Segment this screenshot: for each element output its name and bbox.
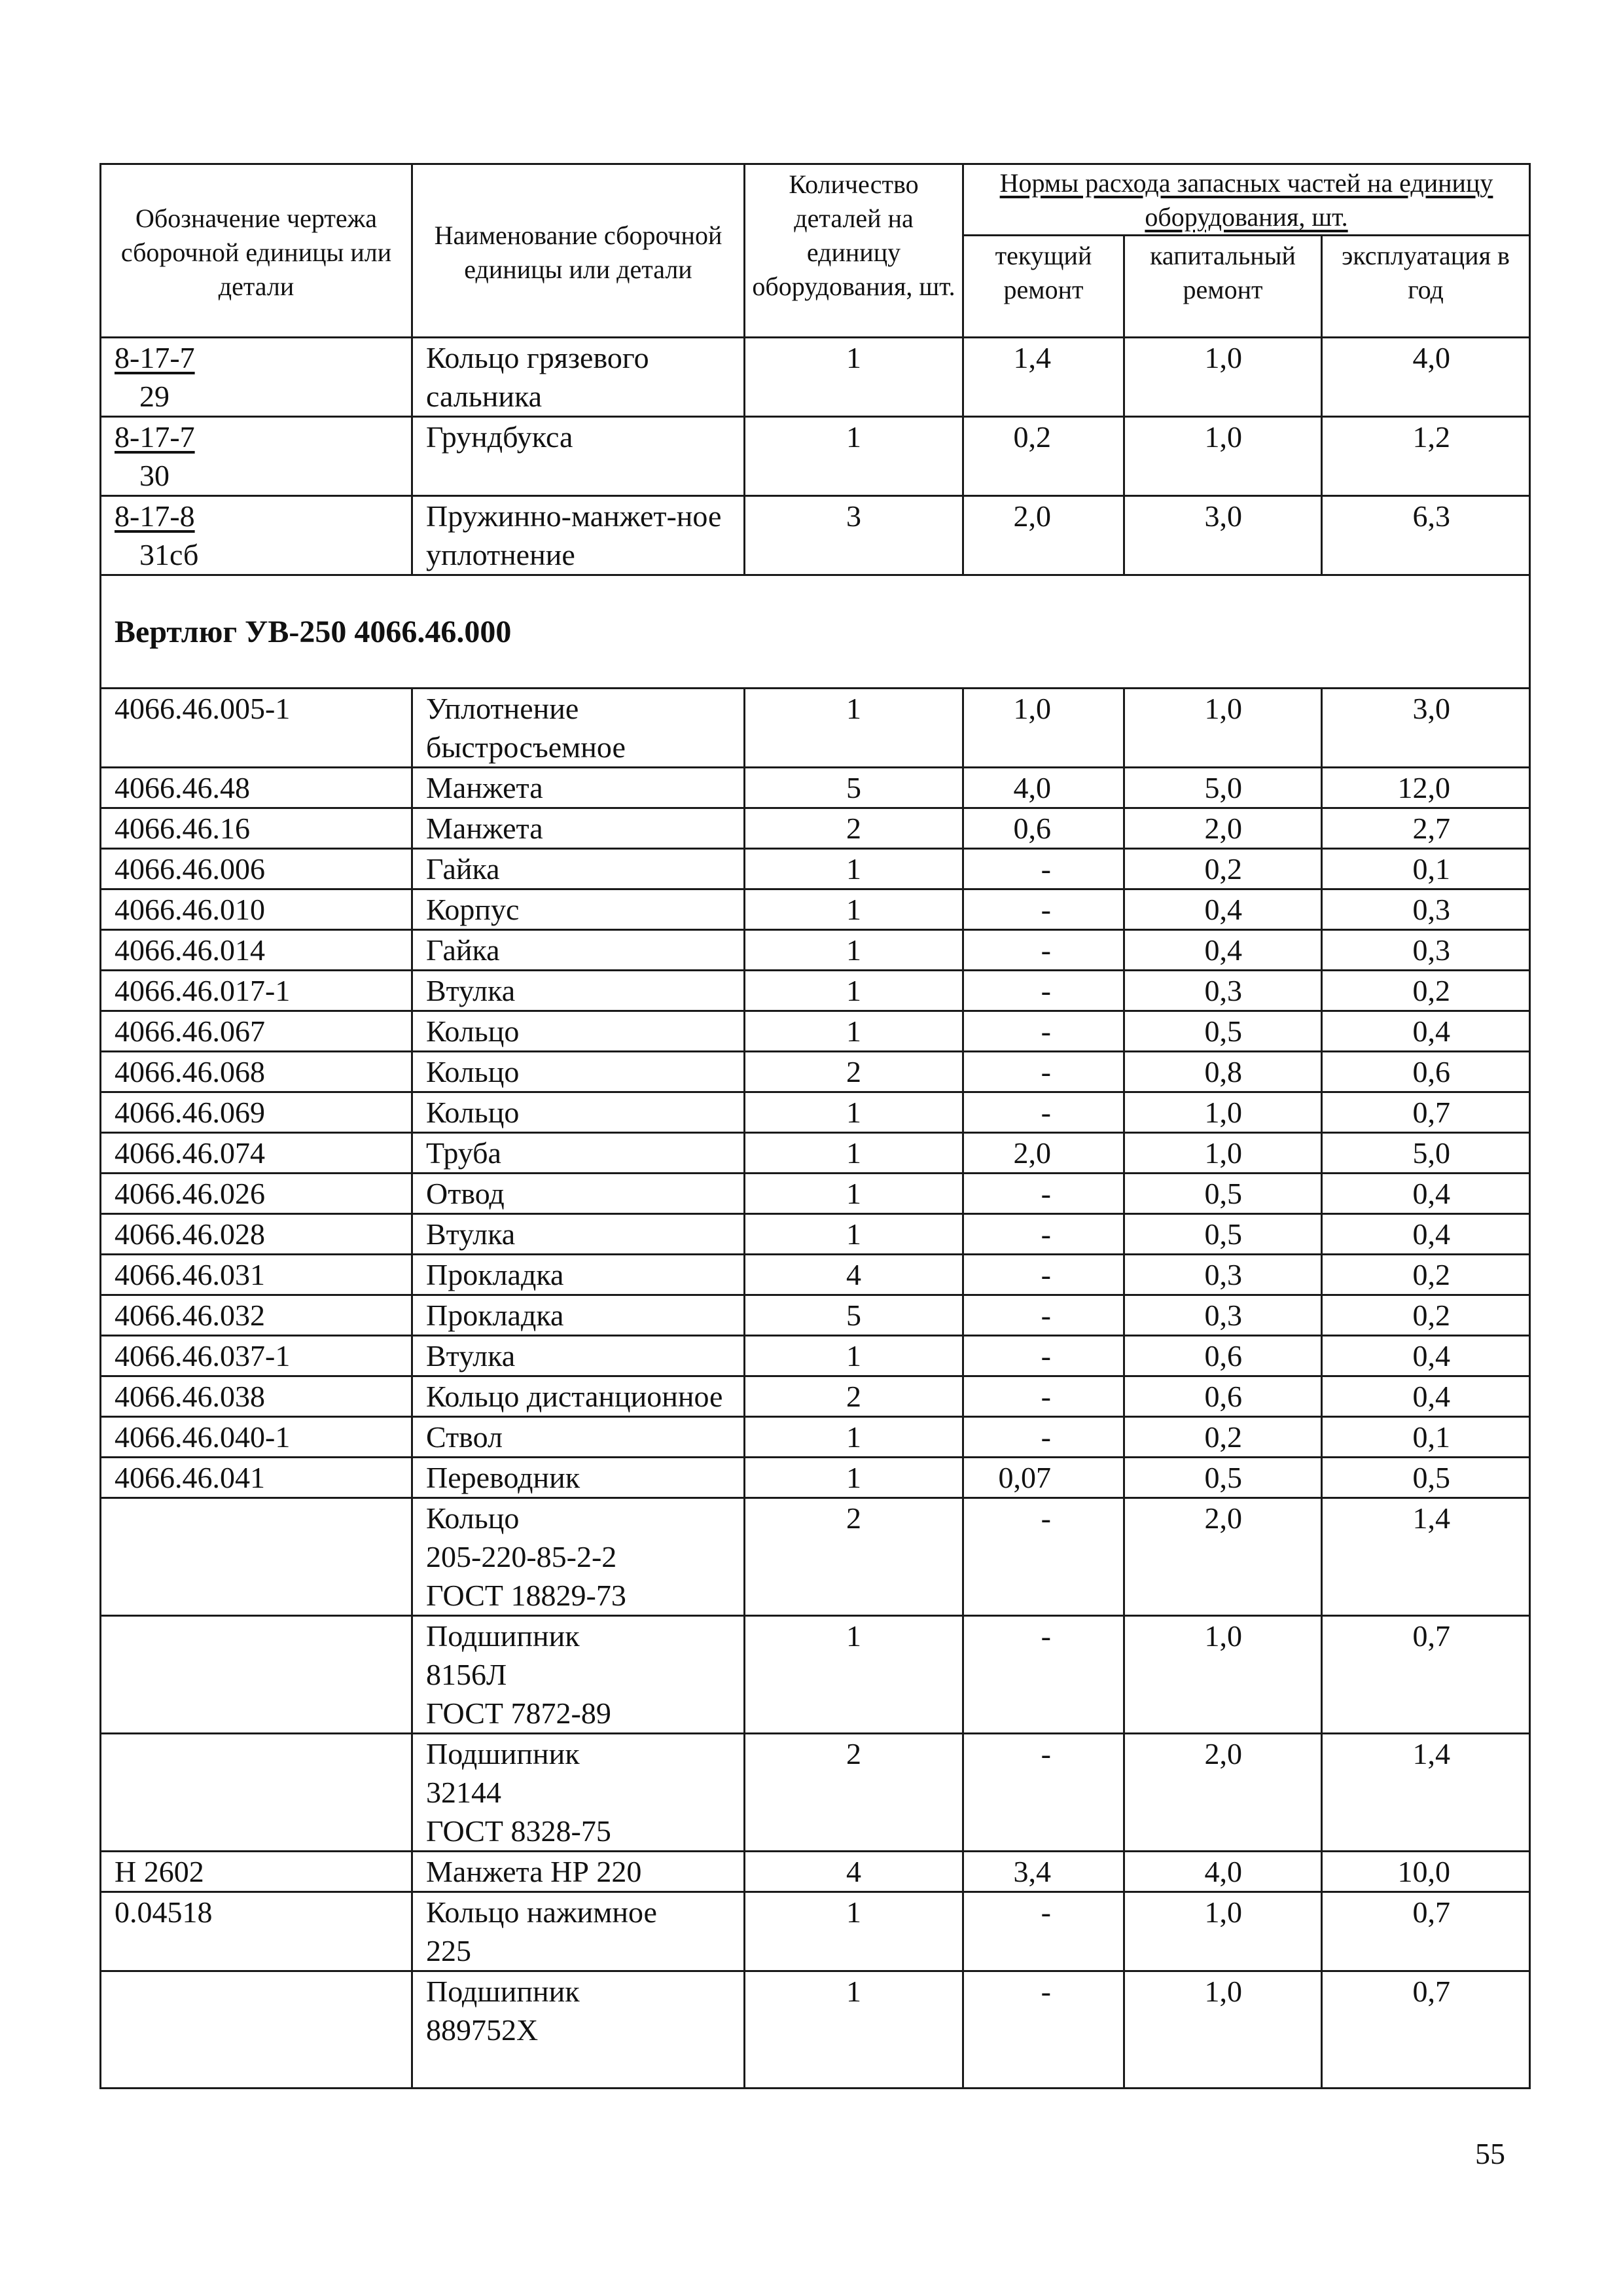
drawing-code-cell: 4066.46.068 — [101, 1052, 412, 1092]
part-name-cell: Пружинно-манжет-ное уплотнение — [412, 496, 745, 575]
part-name-line: Подшипник — [426, 1975, 580, 2008]
drawing-code-cell: 4066.46.010 — [101, 889, 412, 930]
annual-operation-cell: 0,2 — [1322, 971, 1530, 1011]
table-row — [101, 1336, 1530, 1376]
capital-repair-cell: 0,5 — [1124, 1174, 1322, 1214]
table-row — [101, 1376, 1530, 1417]
part-name-cell — [412, 1734, 745, 1852]
quantity-cell: 1 — [745, 1214, 963, 1255]
part-name-line: Подшипник — [426, 1737, 580, 1770]
part-name-cell: Втулка — [412, 1336, 745, 1376]
drawing-code-cell: 4066.46.014 — [101, 930, 412, 971]
table-row — [101, 849, 1530, 889]
table-row — [101, 768, 1530, 808]
quantity-cell: 1 — [745, 1092, 963, 1133]
part-name-line: 225 — [426, 1934, 471, 1967]
part-name-line: 32144 — [426, 1776, 501, 1809]
drawing-code-cell: 4066.46.041 — [101, 1458, 412, 1498]
part-name-cell — [412, 1892, 745, 1971]
capital-repair-cell: 1,0 — [1124, 1133, 1322, 1174]
current-repair-cell: - — [963, 1336, 1124, 1376]
header-current-repair: текущий ремонт — [963, 236, 1124, 338]
quantity-cell: 1 — [745, 1458, 963, 1498]
current-repair-cell: - — [963, 930, 1124, 971]
quantity-cell: 2 — [745, 1734, 963, 1852]
annual-operation-cell: 0,1 — [1322, 1417, 1530, 1458]
capital-repair-cell: 1,0 — [1124, 1616, 1322, 1734]
drawing-code-cell — [101, 1971, 412, 2089]
table-row — [101, 689, 1530, 768]
table-row — [101, 1011, 1530, 1052]
current-repair-cell: 2,0 — [963, 496, 1124, 575]
annual-operation-cell: 12,0 — [1322, 768, 1530, 808]
drawing-code-cell: 4066.46.005-1 — [101, 689, 412, 768]
drawing-code-cell: 4066.46.069 — [101, 1092, 412, 1133]
quantity-cell: 5 — [745, 1295, 963, 1336]
quantity-cell: 1 — [745, 1011, 963, 1052]
table-row — [101, 1971, 1530, 2089]
drawing-code-cell: 4066.46.006 — [101, 849, 412, 889]
table-row — [101, 1214, 1530, 1255]
quantity-cell: 1 — [745, 1616, 963, 1734]
capital-repair-cell: 0,4 — [1124, 930, 1322, 971]
quantity-cell: 1 — [745, 1133, 963, 1174]
current-repair-cell: - — [963, 849, 1124, 889]
table-row — [101, 1892, 1530, 1971]
part-name-cell: Прокладка — [412, 1255, 745, 1295]
table-row — [101, 1498, 1530, 1616]
quantity-cell: 1 — [745, 849, 963, 889]
quantity-cell: 1 — [745, 1892, 963, 1971]
table-row — [101, 1417, 1530, 1458]
part-name-cell: Труба — [412, 1133, 745, 1174]
drawing-code-cell: Н 2602 — [101, 1852, 412, 1892]
part-name-cell: Кольцо грязевого сальника — [412, 338, 745, 417]
drawing-code-position: 31сб — [139, 538, 199, 571]
part-name-cell: Втулка — [412, 971, 745, 1011]
part-name-cell: Кольцо дистанционное — [412, 1376, 745, 1417]
part-name-line: ГОСТ 18829-73 — [426, 1579, 626, 1612]
quantity-cell: 3 — [745, 496, 963, 575]
quantity-cell: 1 — [745, 417, 963, 496]
capital-repair-cell: 1,0 — [1124, 1092, 1322, 1133]
part-name-line: 205-220-85-2-2 — [426, 1540, 617, 1573]
table-row — [101, 889, 1530, 930]
header-norms: Нормы расхода запасных частей на единицу оборудования, шт. — [963, 164, 1530, 236]
part-name-line: 889752Х — [426, 2013, 539, 2047]
part-name-cell: Гайка — [412, 849, 745, 889]
current-repair-cell: - — [963, 1011, 1124, 1052]
drawing-code-cell: 4066.46.037-1 — [101, 1336, 412, 1376]
table-row — [101, 930, 1530, 971]
drawing-code-cell: 4066.46.026 — [101, 1174, 412, 1214]
section-body — [101, 575, 1530, 689]
part-name-cell: Переводник — [412, 1458, 745, 1498]
quantity-cell: 1 — [745, 1174, 963, 1214]
annual-operation-cell: 0,7 — [1322, 1616, 1530, 1734]
part-name-cell: Грундбукса — [412, 417, 745, 496]
table-row — [101, 1052, 1530, 1092]
capital-repair-cell: 0,5 — [1124, 1011, 1322, 1052]
annual-operation-cell: 0,2 — [1322, 1295, 1530, 1336]
current-repair-cell: - — [963, 1971, 1124, 2089]
current-repair-cell: 0,2 — [963, 417, 1124, 496]
annual-operation-cell: 5,0 — [1322, 1133, 1530, 1174]
quantity-cell: 2 — [745, 1376, 963, 1417]
capital-repair-cell: 0,6 — [1124, 1336, 1322, 1376]
table-row — [101, 971, 1530, 1011]
capital-repair-cell: 1,0 — [1124, 1971, 1322, 2089]
part-name-cell: Манжета — [412, 808, 745, 849]
annual-operation-cell: 0,2 — [1322, 1255, 1530, 1295]
current-repair-cell: - — [963, 1295, 1124, 1336]
part-name-cell: Манжета — [412, 768, 745, 808]
part-name-cell: Прокладка — [412, 1295, 745, 1336]
part-name-cell — [412, 1971, 745, 2089]
current-repair-cell: - — [963, 1892, 1124, 1971]
drawing-code-cell — [101, 1616, 412, 1734]
drawing-code-cell: 4066.46.067 — [101, 1011, 412, 1052]
capital-repair-cell: 2,0 — [1124, 1734, 1322, 1852]
current-repair-cell: - — [963, 1417, 1124, 1458]
quantity-cell: 2 — [745, 1052, 963, 1092]
drawing-code-cell: 4066.46.040-1 — [101, 1417, 412, 1458]
quantity-cell: 4 — [745, 1255, 963, 1295]
capital-repair-cell: 3,0 — [1124, 496, 1322, 575]
drawing-code-main: 8-17-7 — [115, 341, 195, 374]
part-name-cell: Ствол — [412, 1417, 745, 1458]
annual-operation-cell: 6,3 — [1322, 496, 1530, 575]
annual-operation-cell: 0,5 — [1322, 1458, 1530, 1498]
capital-repair-cell: 1,0 — [1124, 1892, 1322, 1971]
quantity-cell: 4 — [745, 1852, 963, 1892]
table-row — [101, 1174, 1530, 1214]
annual-operation-cell: 0,4 — [1322, 1174, 1530, 1214]
table-row — [101, 808, 1530, 849]
drawing-code-main: 8-17-7 — [115, 420, 195, 454]
capital-repair-cell: 0,4 — [1124, 889, 1322, 930]
drawing-code-cell — [101, 496, 412, 575]
drawing-code-cell — [101, 1734, 412, 1852]
annual-operation-cell: 0,3 — [1322, 889, 1530, 930]
annual-operation-cell: 10,0 — [1322, 1852, 1530, 1892]
quantity-cell: 1 — [745, 689, 963, 768]
header-part-name: Наименование сборочной единицы или детали — [412, 164, 745, 338]
quantity-cell: 1 — [745, 1417, 963, 1458]
table-row — [101, 1616, 1530, 1734]
capital-repair-cell: 0,5 — [1124, 1214, 1322, 1255]
capital-repair-cell: 5,0 — [1124, 768, 1322, 808]
capital-repair-cell: 0,5 — [1124, 1458, 1322, 1498]
annual-operation-cell: 0,7 — [1322, 1892, 1530, 1971]
annual-operation-cell: 0,3 — [1322, 930, 1530, 971]
part-name-line: Кольцо нажимное — [426, 1895, 657, 1929]
table-row — [101, 1458, 1530, 1498]
section-title: Вертлюг УВ-250 4066.46.000 — [101, 575, 1530, 689]
table-body-main — [101, 689, 1530, 2089]
table-body-top — [101, 338, 1530, 575]
annual-operation-cell: 0,4 — [1322, 1376, 1530, 1417]
part-name-line: ГОСТ 8328-75 — [426, 1814, 611, 1848]
drawing-code-cell — [101, 1498, 412, 1616]
capital-repair-cell: 2,0 — [1124, 1498, 1322, 1616]
annual-operation-cell: 0,4 — [1322, 1214, 1530, 1255]
parts-norms-table — [99, 163, 1531, 2089]
table-row — [101, 338, 1530, 417]
capital-repair-cell: 4,0 — [1124, 1852, 1322, 1892]
current-repair-cell: 1,0 — [963, 689, 1124, 768]
header-capital-repair: капитальный ремонт — [1124, 236, 1322, 338]
drawing-code-cell: 4066.46.032 — [101, 1295, 412, 1336]
drawing-code-cell: 4066.46.017-1 — [101, 971, 412, 1011]
drawing-code-cell: 4066.46.074 — [101, 1133, 412, 1174]
drawing-code-position: 30 — [139, 459, 169, 492]
quantity-cell: 1 — [745, 889, 963, 930]
current-repair-cell: - — [963, 1174, 1124, 1214]
capital-repair-cell: 0,3 — [1124, 1295, 1322, 1336]
current-repair-cell: 1,4 — [963, 338, 1124, 417]
part-name-line: Кольцо — [426, 1501, 520, 1535]
part-name-cell: Кольцо — [412, 1092, 745, 1133]
current-repair-cell: - — [963, 1616, 1124, 1734]
drawing-code-cell: 0.04518 — [101, 1892, 412, 1971]
part-name-line: 8156Л — [426, 1658, 507, 1691]
part-name-line: Подшипник — [426, 1619, 580, 1653]
header-annual-operation: эксплуатация в год — [1322, 236, 1530, 338]
annual-operation-cell: 0,4 — [1322, 1336, 1530, 1376]
part-name-cell: Уплотнение быстросъемное — [412, 689, 745, 768]
current-repair-cell: - — [963, 971, 1124, 1011]
part-name-cell: Манжета НР 220 — [412, 1852, 745, 1892]
current-repair-cell: 2,0 — [963, 1133, 1124, 1174]
part-name-cell — [412, 1616, 745, 1734]
table-row — [101, 1133, 1530, 1174]
part-name-line: ГОСТ 7872-89 — [426, 1696, 611, 1730]
drawing-code-cell — [101, 417, 412, 496]
current-repair-cell: 0,6 — [963, 808, 1124, 849]
current-repair-cell: - — [963, 1734, 1124, 1852]
table-row — [101, 417, 1530, 496]
annual-operation-cell: 4,0 — [1322, 338, 1530, 417]
capital-repair-cell: 0,6 — [1124, 1376, 1322, 1417]
capital-repair-cell: 1,0 — [1124, 689, 1322, 768]
drawing-code-cell: 4066.46.028 — [101, 1214, 412, 1255]
part-name-cell: Кольцо — [412, 1052, 745, 1092]
quantity-cell: 1 — [745, 971, 963, 1011]
current-repair-cell: 0,07 — [963, 1458, 1124, 1498]
annual-operation-cell: 0,6 — [1322, 1052, 1530, 1092]
part-name-cell — [412, 1498, 745, 1616]
quantity-cell: 2 — [745, 1498, 963, 1616]
capital-repair-cell: 1,0 — [1124, 338, 1322, 417]
capital-repair-cell: 0,2 — [1124, 849, 1322, 889]
current-repair-cell: - — [963, 1376, 1124, 1417]
annual-operation-cell: 3,0 — [1322, 689, 1530, 768]
current-repair-cell: - — [963, 889, 1124, 930]
part-name-cell: Корпус — [412, 889, 745, 930]
header-drawing-code: Обозначение чертежа сборочной единицы или детали — [101, 164, 412, 338]
annual-operation-cell: 0,1 — [1322, 849, 1530, 889]
drawing-code-cell: 4066.46.038 — [101, 1376, 412, 1417]
part-name-cell: Кольцо — [412, 1011, 745, 1052]
table-row — [101, 1852, 1530, 1892]
quantity-cell: 1 — [745, 338, 963, 417]
part-name-cell: Отвод — [412, 1174, 745, 1214]
drawing-code-main: 8-17-8 — [115, 499, 195, 533]
annual-operation-cell: 1,4 — [1322, 1498, 1530, 1616]
annual-operation-cell: 1,4 — [1322, 1734, 1530, 1852]
header-row-1 — [101, 164, 1530, 236]
current-repair-cell: - — [963, 1498, 1124, 1616]
capital-repair-cell: 0,2 — [1124, 1417, 1322, 1458]
current-repair-cell: - — [963, 1092, 1124, 1133]
capital-repair-cell: 2,0 — [1124, 808, 1322, 849]
table-row — [101, 1734, 1530, 1852]
page-number: 55 — [1475, 2137, 1505, 2170]
current-repair-cell: - — [963, 1214, 1124, 1255]
drawing-code-cell: 4066.46.16 — [101, 808, 412, 849]
section-row — [101, 575, 1530, 689]
capital-repair-cell: 0,3 — [1124, 971, 1322, 1011]
quantity-cell: 1 — [745, 930, 963, 971]
capital-repair-cell: 0,3 — [1124, 1255, 1322, 1295]
quantity-cell: 1 — [745, 1971, 963, 2089]
annual-operation-cell: 0,4 — [1322, 1011, 1530, 1052]
table-row — [101, 1255, 1530, 1295]
current-repair-cell: 4,0 — [963, 768, 1124, 808]
parts-norms-table-container — [99, 163, 1529, 2089]
table-row — [101, 496, 1530, 575]
current-repair-cell: - — [963, 1052, 1124, 1092]
current-repair-cell: 3,4 — [963, 1852, 1124, 1892]
drawing-code-cell: 4066.46.031 — [101, 1255, 412, 1295]
table-row — [101, 1092, 1530, 1133]
drawing-code-position: 29 — [139, 380, 169, 413]
quantity-cell: 5 — [745, 768, 963, 808]
capital-repair-cell: 0,8 — [1124, 1052, 1322, 1092]
quantity-cell: 1 — [745, 1336, 963, 1376]
part-name-cell: Втулка — [412, 1214, 745, 1255]
capital-repair-cell: 1,0 — [1124, 417, 1322, 496]
table-row — [101, 1295, 1530, 1336]
current-repair-cell: - — [963, 1255, 1124, 1295]
annual-operation-cell: 1,2 — [1322, 417, 1530, 496]
annual-operation-cell: 2,7 — [1322, 808, 1530, 849]
part-name-cell: Гайка — [412, 930, 745, 971]
drawing-code-cell: 4066.46.48 — [101, 768, 412, 808]
quantity-cell: 2 — [745, 808, 963, 849]
drawing-code-cell — [101, 338, 412, 417]
header-quantity: Количество деталей на единицу оборудования, шт. — [745, 164, 963, 338]
annual-operation-cell: 0,7 — [1322, 1971, 1530, 2089]
annual-operation-cell: 0,7 — [1322, 1092, 1530, 1133]
